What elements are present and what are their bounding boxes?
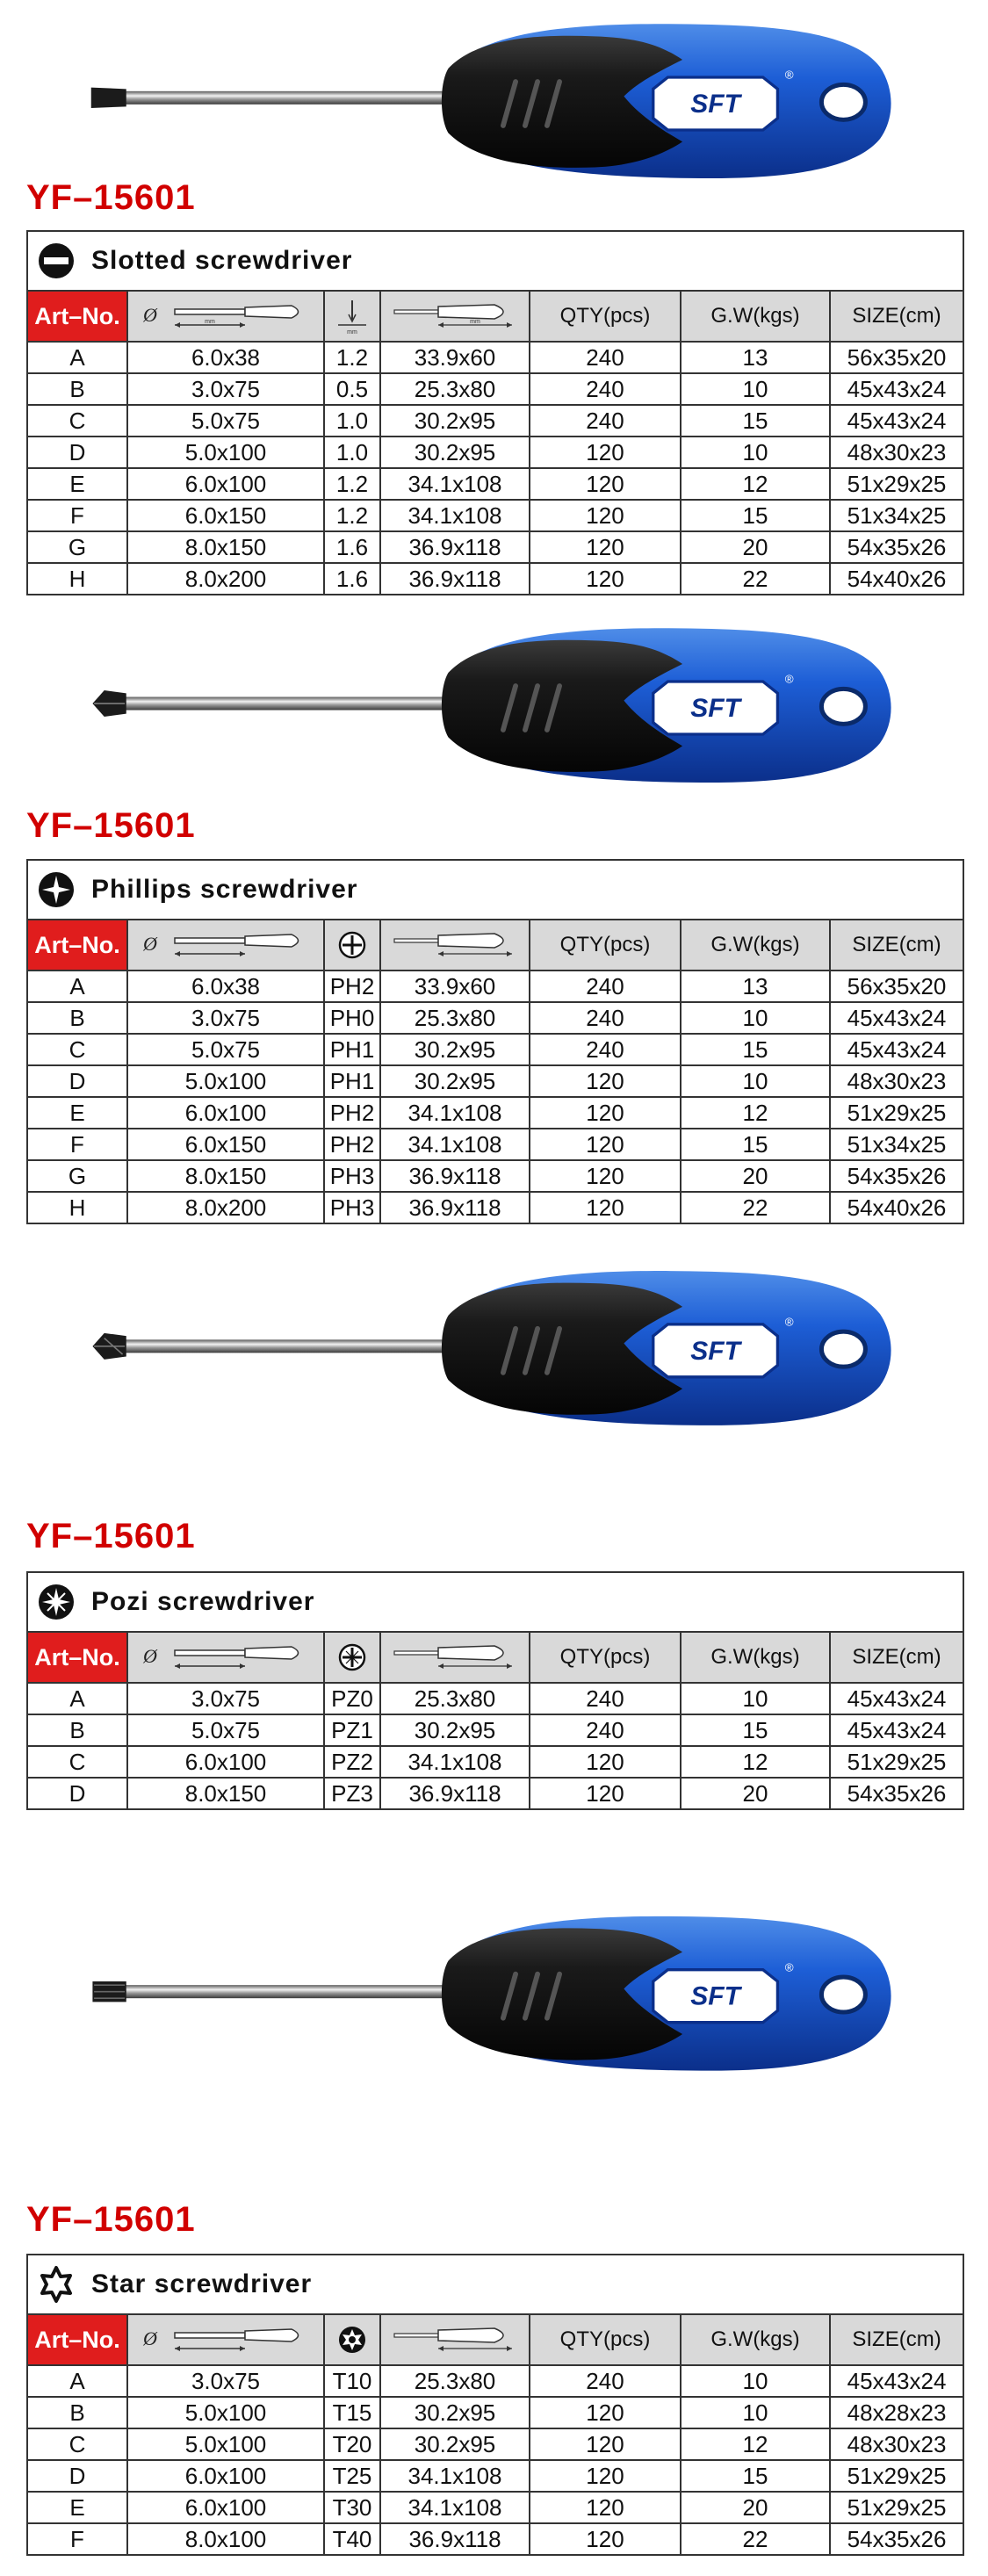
table-cell: 45x43x24 bbox=[830, 2365, 963, 2397]
table-row bbox=[27, 2492, 963, 2523]
table-cell: T25 bbox=[324, 2460, 380, 2492]
table-cell: 10 bbox=[681, 2365, 830, 2397]
table-cell: 120 bbox=[530, 1192, 681, 1223]
handle-size-icon bbox=[389, 1640, 521, 1675]
table-cell: 12 bbox=[681, 1097, 830, 1129]
table-cell: C bbox=[27, 1034, 127, 1065]
table-cell: D bbox=[27, 2460, 127, 2492]
table-cell: 3.0x75 bbox=[127, 1683, 324, 1714]
table-cell: A bbox=[27, 2365, 127, 2397]
table-cell: 120 bbox=[530, 2428, 681, 2460]
col-art-no: Art–No. bbox=[27, 2314, 127, 2365]
col-qty: QTY(pcs) bbox=[530, 291, 681, 342]
table-cell: E bbox=[27, 1097, 127, 1129]
table-cell: 6.0x100 bbox=[127, 2492, 324, 2523]
table-cell: B bbox=[27, 1714, 127, 1746]
table-cell: 120 bbox=[530, 1778, 681, 1809]
table-cell: 3.0x75 bbox=[127, 2365, 324, 2397]
table-cell: PZ2 bbox=[324, 1746, 380, 1778]
table-cell: 240 bbox=[530, 1683, 681, 1714]
table-row bbox=[27, 2428, 963, 2460]
table-cell: B bbox=[27, 1002, 127, 1034]
table-cell: G bbox=[27, 531, 127, 563]
table-cell: 8.0x150 bbox=[127, 531, 324, 563]
table-cell: 30.2x95 bbox=[380, 1034, 530, 1065]
table-cell: 5.0x100 bbox=[127, 2428, 324, 2460]
table-cell: H bbox=[27, 1192, 127, 1223]
table-cell: 120 bbox=[530, 2397, 681, 2428]
table-cell: 33.9x60 bbox=[380, 342, 530, 373]
table-cell: 30.2x95 bbox=[380, 405, 530, 437]
table-cell: 33.9x60 bbox=[380, 971, 530, 1002]
table-cell: 45x43x24 bbox=[830, 1034, 963, 1065]
phillips-tip-icon bbox=[337, 930, 367, 960]
table-cell: 30.2x95 bbox=[380, 1714, 530, 1746]
table-cell: 6.0x100 bbox=[127, 468, 324, 500]
table-header bbox=[27, 291, 963, 342]
table-cell: 22 bbox=[681, 2523, 830, 2555]
table-cell: 3.0x75 bbox=[127, 373, 324, 405]
svg-text:mm: mm bbox=[347, 329, 357, 336]
table-row bbox=[27, 1002, 963, 1034]
table-cell: 240 bbox=[530, 1034, 681, 1065]
table-cell: 51x29x25 bbox=[830, 1097, 963, 1129]
table-cell: 20 bbox=[681, 1778, 830, 1809]
col-art-no: Art–No. bbox=[27, 920, 127, 971]
col-art-no: Art–No. bbox=[27, 291, 127, 342]
col-tip-size bbox=[324, 1632, 380, 1683]
table-cell: 15 bbox=[681, 405, 830, 437]
table-cell: A bbox=[27, 342, 127, 373]
pozi-screwdriver-image bbox=[0, 1258, 988, 1433]
table-cell: T10 bbox=[324, 2365, 380, 2397]
col-gw: G.W(kgs) bbox=[681, 291, 830, 342]
table-cell: 5.0x100 bbox=[127, 1065, 324, 1097]
table-cell: 22 bbox=[681, 1192, 830, 1223]
col-gw: G.W(kgs) bbox=[681, 1632, 830, 1683]
table-cell: 15 bbox=[681, 1129, 830, 1160]
table-cell: 6.0x38 bbox=[127, 342, 324, 373]
table-cell: PZ0 bbox=[324, 1683, 380, 1714]
model-number: YF–15601 bbox=[26, 178, 196, 217]
table-cell: PH1 bbox=[324, 1065, 380, 1097]
table-cell: 6.0x150 bbox=[127, 500, 324, 531]
table-cell: 5.0x75 bbox=[127, 1034, 324, 1065]
table-cell: 240 bbox=[530, 342, 681, 373]
table-row bbox=[27, 1129, 963, 1160]
table-cell: 54x40x26 bbox=[830, 1192, 963, 1223]
table-row bbox=[27, 2523, 963, 2555]
table-cell: 36.9x118 bbox=[380, 1778, 530, 1809]
table-cell: 120 bbox=[530, 1129, 681, 1160]
star-screwdriver-image bbox=[0, 1902, 988, 2078]
torx-tip-icon bbox=[337, 2325, 367, 2355]
table-row bbox=[27, 373, 963, 405]
table-cell: E bbox=[27, 2492, 127, 2523]
spec-table-slotted bbox=[26, 230, 964, 595]
table-cell: 1.0 bbox=[324, 437, 380, 468]
col-size: SIZE(cm) bbox=[830, 1632, 963, 1683]
table-title: Star screwdriver bbox=[27, 2255, 963, 2314]
table-cell: 48x30x23 bbox=[830, 2428, 963, 2460]
table-cell: 51x29x25 bbox=[830, 2492, 963, 2523]
table-row bbox=[27, 1746, 963, 1778]
table-cell: 36.9x118 bbox=[380, 1160, 530, 1192]
table-cell: 45x43x24 bbox=[830, 405, 963, 437]
table-cell: 34.1x108 bbox=[380, 2460, 530, 2492]
table-cell: 51x29x25 bbox=[830, 2460, 963, 2492]
svg-text:mm: mm bbox=[470, 319, 480, 325]
diameter-length-icon bbox=[138, 1640, 314, 1675]
table-cell: 1.0 bbox=[324, 405, 380, 437]
table-cell: 56x35x20 bbox=[830, 342, 963, 373]
table-cell: F bbox=[27, 1129, 127, 1160]
table-row bbox=[27, 1192, 963, 1223]
table-cell: B bbox=[27, 2397, 127, 2428]
svg-text:mm: mm bbox=[205, 319, 215, 325]
table-row bbox=[27, 2460, 963, 2492]
col-art-no: Art–No. bbox=[27, 1632, 127, 1683]
table-cell: 54x40x26 bbox=[830, 563, 963, 595]
table-cell: 8.0x150 bbox=[127, 1778, 324, 1809]
table-cell: 45x43x24 bbox=[830, 1714, 963, 1746]
table-cell: 8.0x150 bbox=[127, 1160, 324, 1192]
table-title: Slotted screwdriver bbox=[27, 231, 963, 291]
table-cell: 25.3x80 bbox=[380, 1002, 530, 1034]
table-row bbox=[27, 437, 963, 468]
table-cell: 10 bbox=[681, 2397, 830, 2428]
col-tip-size bbox=[324, 2314, 380, 2365]
diameter-length-icon bbox=[138, 927, 314, 963]
table-cell: 8.0x200 bbox=[127, 563, 324, 595]
col-diameter-length bbox=[127, 1632, 324, 1683]
table-cell: G bbox=[27, 1160, 127, 1192]
table-cell: PH3 bbox=[324, 1192, 380, 1223]
table-cell: 240 bbox=[530, 405, 681, 437]
table-row bbox=[27, 1097, 963, 1129]
table-cell: 240 bbox=[530, 1002, 681, 1034]
table-cell: H bbox=[27, 563, 127, 595]
table-cell: 10 bbox=[681, 437, 830, 468]
table-body bbox=[27, 1683, 963, 1809]
table-cell: 25.3x80 bbox=[380, 373, 530, 405]
col-qty: QTY(pcs) bbox=[530, 1632, 681, 1683]
table-cell: 240 bbox=[530, 2365, 681, 2397]
table-cell: 12 bbox=[681, 2428, 830, 2460]
table-cell: 36.9x118 bbox=[380, 531, 530, 563]
table-row bbox=[27, 405, 963, 437]
table-cell: 12 bbox=[681, 468, 830, 500]
table-cell: PH3 bbox=[324, 1160, 380, 1192]
model-number: YF–15601 bbox=[26, 1517, 196, 1555]
table-cell: 20 bbox=[681, 531, 830, 563]
table-body bbox=[27, 342, 963, 595]
col-size: SIZE(cm) bbox=[830, 920, 963, 971]
col-handle-size bbox=[380, 1632, 530, 1683]
table-cell: 48x30x23 bbox=[830, 437, 963, 468]
table-cell: 34.1x108 bbox=[380, 1746, 530, 1778]
table-cell: 20 bbox=[681, 2492, 830, 2523]
svg-text:Ø: Ø bbox=[143, 2327, 157, 2349]
table-cell: 48x28x23 bbox=[830, 2397, 963, 2428]
col-qty: QTY(pcs) bbox=[530, 2314, 681, 2365]
star-icon bbox=[37, 2265, 76, 2304]
table-cell: 36.9x118 bbox=[380, 1192, 530, 1223]
table-cell: T15 bbox=[324, 2397, 380, 2428]
handle-size-icon bbox=[389, 299, 521, 334]
table-cell: 1.6 bbox=[324, 563, 380, 595]
table-cell: PZ3 bbox=[324, 1778, 380, 1809]
table-cell: 36.9x118 bbox=[380, 563, 530, 595]
table-cell: 15 bbox=[681, 2460, 830, 2492]
table-cell: 5.0x100 bbox=[127, 437, 324, 468]
model-number: YF–15601 bbox=[26, 806, 196, 845]
table-cell: 34.1x108 bbox=[380, 500, 530, 531]
table-cell: 120 bbox=[530, 437, 681, 468]
table-cell: 51x29x25 bbox=[830, 1746, 963, 1778]
table-cell: PZ1 bbox=[324, 1714, 380, 1746]
table-cell: 5.0x75 bbox=[127, 405, 324, 437]
table-cell: 45x43x24 bbox=[830, 1683, 963, 1714]
table-cell: 45x43x24 bbox=[830, 1002, 963, 1034]
table-cell: 8.0x200 bbox=[127, 1192, 324, 1223]
table-cell: 5.0x100 bbox=[127, 2397, 324, 2428]
table-cell: 34.1x108 bbox=[380, 468, 530, 500]
table-row bbox=[27, 468, 963, 500]
table-cell: 5.0x75 bbox=[127, 1714, 324, 1746]
diameter-length-icon bbox=[138, 299, 314, 334]
table-cell: 54x35x26 bbox=[830, 1160, 963, 1192]
svg-text:Ø: Ø bbox=[143, 933, 157, 955]
table-cell: 6.0x100 bbox=[127, 2460, 324, 2492]
table-row bbox=[27, 342, 963, 373]
handle-size-icon bbox=[389, 927, 521, 963]
handle-size-icon bbox=[389, 2322, 521, 2357]
table-cell: 120 bbox=[530, 1097, 681, 1129]
table-cell: A bbox=[27, 1683, 127, 1714]
table-cell: 10 bbox=[681, 1002, 830, 1034]
table-cell: 240 bbox=[530, 971, 681, 1002]
svg-text:Ø: Ø bbox=[143, 1645, 157, 1667]
table-cell: 54x35x26 bbox=[830, 1778, 963, 1809]
table-row bbox=[27, 971, 963, 1002]
table-cell: 15 bbox=[681, 500, 830, 531]
table-cell: 120 bbox=[530, 2492, 681, 2523]
table-cell: 51x34x25 bbox=[830, 1129, 963, 1160]
table-cell: 0.5 bbox=[324, 373, 380, 405]
table-cell: 1.2 bbox=[324, 500, 380, 531]
table-cell: 25.3x80 bbox=[380, 1683, 530, 1714]
table-cell: 240 bbox=[530, 373, 681, 405]
table-cell: 56x35x20 bbox=[830, 971, 963, 1002]
table-cell: C bbox=[27, 2428, 127, 2460]
table-header bbox=[27, 2314, 963, 2365]
table-cell: 6.0x150 bbox=[127, 1129, 324, 1160]
table-cell: 120 bbox=[530, 500, 681, 531]
table-cell: 1.6 bbox=[324, 531, 380, 563]
table-row bbox=[27, 1160, 963, 1192]
col-diameter-length bbox=[127, 291, 324, 342]
table-cell: 120 bbox=[530, 1065, 681, 1097]
col-handle-size bbox=[380, 920, 530, 971]
table-cell: 34.1x108 bbox=[380, 1097, 530, 1129]
table-cell: 10 bbox=[681, 373, 830, 405]
col-size: SIZE(cm) bbox=[830, 291, 963, 342]
table-cell: PH2 bbox=[324, 1129, 380, 1160]
table-body bbox=[27, 971, 963, 1223]
table-row bbox=[27, 1034, 963, 1065]
col-qty: QTY(pcs) bbox=[530, 920, 681, 971]
table-row bbox=[27, 2397, 963, 2428]
table-row bbox=[27, 1065, 963, 1097]
table-cell: 30.2x95 bbox=[380, 2428, 530, 2460]
table-cell: PH2 bbox=[324, 1097, 380, 1129]
table-cell: 120 bbox=[530, 1160, 681, 1192]
table-cell: 30.2x95 bbox=[380, 1065, 530, 1097]
table-title: Pozi screwdriver bbox=[27, 1572, 963, 1632]
table-cell: 8.0x100 bbox=[127, 2523, 324, 2555]
table-cell: 13 bbox=[681, 342, 830, 373]
table-body bbox=[27, 2365, 963, 2555]
table-cell: A bbox=[27, 971, 127, 1002]
table-row bbox=[27, 500, 963, 531]
table-cell: 54x35x26 bbox=[830, 2523, 963, 2555]
table-cell: PH0 bbox=[324, 1002, 380, 1034]
table-cell: 51x34x25 bbox=[830, 500, 963, 531]
table-cell: 54x35x26 bbox=[830, 531, 963, 563]
table-cell: 13 bbox=[681, 971, 830, 1002]
blade-thickness-icon bbox=[335, 297, 370, 336]
spec-table-star bbox=[26, 2254, 964, 2556]
table-row bbox=[27, 1683, 963, 1714]
table-cell: 6.0x100 bbox=[127, 1097, 324, 1129]
table-cell: 120 bbox=[530, 2523, 681, 2555]
table-cell: 30.2x95 bbox=[380, 437, 530, 468]
table-cell: F bbox=[27, 2523, 127, 2555]
col-tip-size bbox=[324, 920, 380, 971]
table-cell: 6.0x100 bbox=[127, 1746, 324, 1778]
col-handle-size bbox=[380, 291, 530, 342]
pozi-icon bbox=[37, 1583, 76, 1621]
table-row bbox=[27, 563, 963, 595]
table-cell: 10 bbox=[681, 1065, 830, 1097]
svg-text:Ø: Ø bbox=[143, 304, 157, 326]
table-cell: 30.2x95 bbox=[380, 2397, 530, 2428]
col-size: SIZE(cm) bbox=[830, 2314, 963, 2365]
table-title: Phillips screwdriver bbox=[27, 860, 963, 920]
table-cell: F bbox=[27, 500, 127, 531]
table-cell: 51x29x25 bbox=[830, 468, 963, 500]
table-cell: 45x43x24 bbox=[830, 373, 963, 405]
diameter-length-icon bbox=[138, 2322, 314, 2357]
table-cell: 3.0x75 bbox=[127, 1002, 324, 1034]
table-cell: D bbox=[27, 437, 127, 468]
table-cell: E bbox=[27, 468, 127, 500]
col-gw: G.W(kgs) bbox=[681, 2314, 830, 2365]
table-cell: C bbox=[27, 1746, 127, 1778]
phillips-icon bbox=[37, 870, 76, 909]
table-cell: 20 bbox=[681, 1160, 830, 1192]
table-cell: T40 bbox=[324, 2523, 380, 2555]
table-cell: C bbox=[27, 405, 127, 437]
table-cell: 48x30x23 bbox=[830, 1065, 963, 1097]
table-cell: PH2 bbox=[324, 971, 380, 1002]
table-cell: 34.1x108 bbox=[380, 2492, 530, 2523]
table-cell: 120 bbox=[530, 1746, 681, 1778]
table-row bbox=[27, 1778, 963, 1809]
phillips-screwdriver-image bbox=[0, 620, 988, 796]
table-cell: 120 bbox=[530, 468, 681, 500]
table-header bbox=[27, 1632, 963, 1683]
table-cell: 120 bbox=[530, 531, 681, 563]
table-cell: 15 bbox=[681, 1034, 830, 1065]
table-cell: 1.2 bbox=[324, 468, 380, 500]
table-row bbox=[27, 531, 963, 563]
table-cell: D bbox=[27, 1778, 127, 1809]
table-cell: 1.2 bbox=[324, 342, 380, 373]
col-diameter-length bbox=[127, 2314, 324, 2365]
table-cell: D bbox=[27, 1065, 127, 1097]
table-cell: 10 bbox=[681, 1683, 830, 1714]
col-blade-thickness bbox=[324, 291, 380, 342]
col-gw: G.W(kgs) bbox=[681, 920, 830, 971]
table-cell: 240 bbox=[530, 1714, 681, 1746]
table-cell: 12 bbox=[681, 1746, 830, 1778]
table-row bbox=[27, 1714, 963, 1746]
col-handle-size bbox=[380, 2314, 530, 2365]
table-row bbox=[27, 2365, 963, 2397]
table-cell: T30 bbox=[324, 2492, 380, 2523]
col-diameter-length bbox=[127, 920, 324, 971]
table-cell: 34.1x108 bbox=[380, 1129, 530, 1160]
table-cell: 120 bbox=[530, 563, 681, 595]
table-cell: 15 bbox=[681, 1714, 830, 1746]
table-cell: PH1 bbox=[324, 1034, 380, 1065]
table-cell: 120 bbox=[530, 2460, 681, 2492]
pozi-tip-icon bbox=[337, 1642, 367, 1672]
table-cell: 36.9x118 bbox=[380, 2523, 530, 2555]
table-header bbox=[27, 920, 963, 971]
table-cell: B bbox=[27, 373, 127, 405]
slotted-icon bbox=[37, 242, 76, 280]
spec-table-phillips bbox=[26, 859, 964, 1224]
slotted-screwdriver-image bbox=[0, 16, 988, 191]
table-cell: 22 bbox=[681, 563, 830, 595]
model-number: YF–15601 bbox=[26, 2200, 196, 2239]
table-cell: T20 bbox=[324, 2428, 380, 2460]
spec-table-pozi bbox=[26, 1571, 964, 1810]
table-cell: 25.3x80 bbox=[380, 2365, 530, 2397]
table-cell: 6.0x38 bbox=[127, 971, 324, 1002]
